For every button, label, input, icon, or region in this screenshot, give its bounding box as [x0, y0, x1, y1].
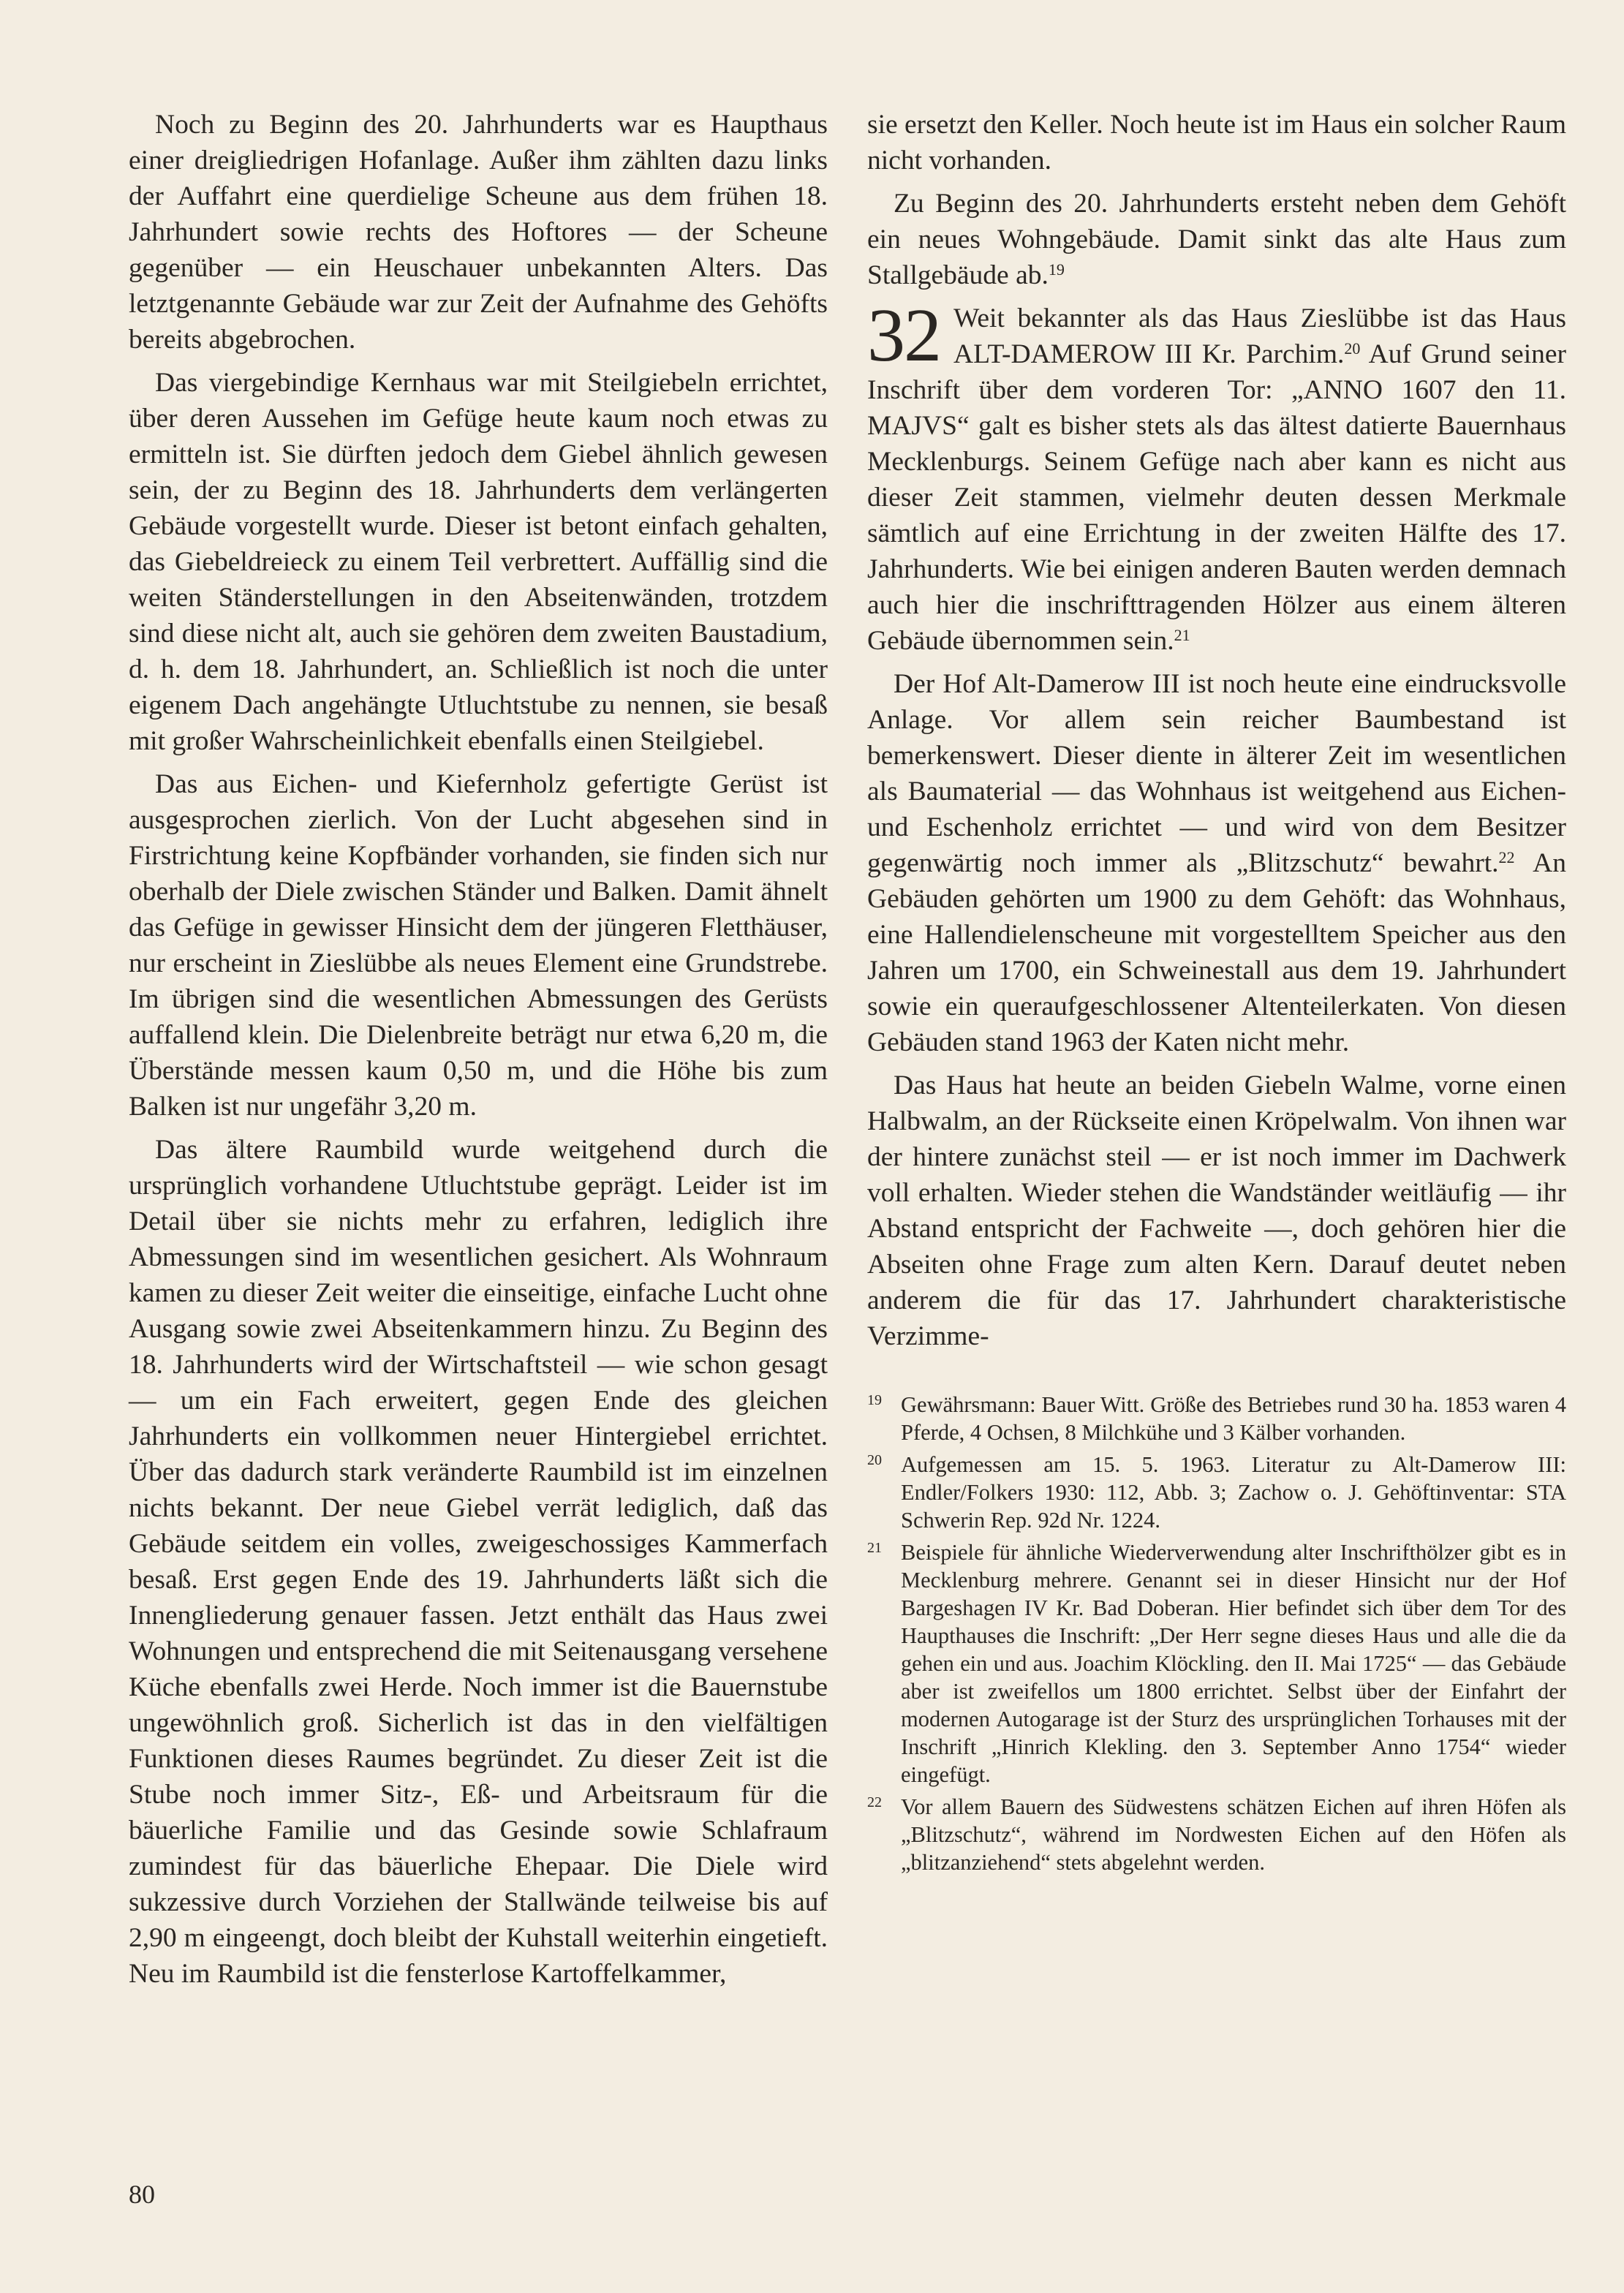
- paragraph-text: Zu Beginn des 20. Jahrhunderts ersteht neben dem Gehöft ein neues Wohngebäude. Damit sinkt das alte Haus zum Stallgebäude ab.: [867, 189, 1566, 290]
- paragraph: Das viergebindige Kernhaus war mit Steilgiebeln errichtet, über deren Aussehen im Gefüge heute kaum noch etwas zu ermitteln ist. Sie dürften jedoch dem Giebel ähnlich gewesen sein, der zu Beginn des 18. Jahrhunderts dem verlängerten Gebäude vorgestellt wurde. Dieser ist betont einfach gehalten, das Giebeldreieck zu einem Teil verbrettert. Auffällig sind die weiten Ständerstellungen in den Abseitenwänden, trotzdem sind diese nicht alt, auch sie gehören dem zweiten Baustadium, d. h. dem 18. Jahrhundert, an. Schließlich ist noch die unter eigenem Dach angehängte Utluchtstube zu nennen, sie besaß mit großer Wahrscheinlichkeit ebenfalls einen Steilgiebel.: [129, 368, 828, 756]
- footnote-ref[interactable]: 21: [1174, 626, 1190, 644]
- right-column: [867, 107, 1566, 1881]
- paragraph: Noch zu Beginn des 20. Jahrhunderts war es Haupthaus einer dreigliedrigen Hofanlage. Außer ihm zählten dazu links der Auffahrt eine querdielige Scheune aus dem frühen 18. Jahrhundert sowie rechts des Hoftores — der Scheune gegenüber — ein Heuschauer unbekannten Alters. Das letztgenannte Gebäude war zur Zeit der Aufnahme des Gehöfts bereits abgebrochen.: [129, 110, 828, 355]
- footnote: [867, 1391, 1566, 1446]
- footnote-text: Beispiele für ähnliche Wiederverwendung alter Inschrifthölzer gibt es in Mecklenburg mehrere. Genannt sei in dieser Hinsicht nur der Hof Bargeshagen IV Kr. Bad Doberan. Hier befindet sich über dem Tor des Haupthauses die Inschrift: „Der Herr segne dieses Haus und alle die da gehen ein und aus. Joachim Klöckling. den II. Mai 1725“ — das Gebäude aber ist zweifellos um 1800 errichtet. Selbst über der Einfahrt der modernen Autogarage ist der Sturz des ursprünglichen Torhauses mit der Inschrift „Hinrich Klekling. den 3. September Anno 1754“ wieder eingefügt.: [901, 1540, 1566, 1787]
- paragraph: [867, 666, 1566, 1060]
- page-number: 80: [129, 2180, 155, 2209]
- section-paragraph: [867, 293, 1567, 659]
- footnote-ref[interactable]: 22: [1498, 848, 1515, 866]
- footnote-number: 19: [867, 1392, 882, 1408]
- footnote-text: Gewährsmann: Bauer Witt. Größe des Betriebes rund 30 ha. 1853 waren 4 Pferde, 4 Ochsen, 8 Milchkühe und 3 Kälber vorhanden.: [901, 1392, 1566, 1445]
- footnote-text: Vor allem Bauern des Südwestens schätzen Eichen auf ihren Höfen als „Blitzschutz“, während im Nordwesten Eichen auf den Höfen als „blitzanziehend“ stets abgelehnt werden.: [901, 1794, 1566, 1875]
- footnote-text: Aufgemessen am 15. 5. 1963. Literatur zu Alt-Damerow III: Endler/Folkers 1930: 112, Abb. 3; Zachow o. J. Gehöftinventar: STA Schwerin Rep. 92d Nr. 1224.: [901, 1452, 1566, 1533]
- left-column: [129, 107, 828, 1992]
- paragraph-text: Weit bekannter als das Haus Zieslübbe ist das Haus ALT-DAMEROW III Kr. Parchim.: [953, 303, 1566, 369]
- footnotes: [867, 1391, 1566, 1876]
- paragraph-text: Auf Grund seiner Inschrift über dem vorderen Tor: „ANNO 1607 den 11. MAJVS“ galt es bisher stets als das ältest datierte Bauernhaus Mecklenburgs. Seinem Gefüge nach aber kann es nicht aus dieser Zeit stammen, vielmehr deuten dessen Merkmale sämtlich auf eine Errichtung in der zweiten Hälfte des 17. Jahrhunderts. Wie bei einigen anderen Bauten werden demnach auch hier die inschrifttragenden Hölzer aus einem älteren Gebäude übernommen sein.: [867, 339, 1567, 656]
- section-number: 32: [867, 293, 940, 377]
- footnote-number: 21: [867, 1540, 882, 1556]
- footnote: [867, 1451, 1566, 1534]
- footnote-ref[interactable]: 19: [1048, 260, 1065, 279]
- footnote: [867, 1793, 1566, 1876]
- footnote-ref[interactable]: 20: [1344, 339, 1361, 358]
- footnote-number: 20: [867, 1452, 882, 1468]
- footnote-number: 22: [867, 1794, 882, 1810]
- paragraph: Das Haus hat heute an beiden Giebeln Walme, vorne einen Halbwalm, an der Rückseite einen Kröpelwalm. Von ihnen war der hintere zunächst steil — er ist noch immer im Dachwerk voll erhalten. Wieder stehen die Wandständer weitläufig — ihr Abstand entspricht der Fachweite —, doch gehören hier die Abseiten ohne Frage zum alten Kern. Darauf deutet neben anderem die für das 17. Jahrhundert charakteristische Verzimme-: [867, 1070, 1566, 1351]
- paragraph: [867, 186, 1566, 293]
- footnote: [867, 1538, 1566, 1788]
- paragraph: Das ältere Raumbild wurde weitgehend durch die ursprünglich vorhandene Utluchtstube geprägt. Leider ist im Detail über sie nichts mehr zu erfahren, lediglich ihre Abmessungen sind im wesentlichen gesichert. Als Wohnraum kamen zu dieser Zeit weiter die einseitige, einfache Lucht ohne Ausgang sowie zwei Abseitenkammern hinzu. Zu Beginn des 18. Jahrhunderts wird der Wirtschaftsteil — wie schon gesagt — um ein Fach erweitert, gegen Ende des gleichen Jahrhunderts ein vollkommen neuer Hintergiebel errichtet. Über das dadurch stark veränderte Raumbild ist im einzelnen nichts bekannt. Der neue Giebel verrät lediglich, daß das Gebäude seitdem ein volles, zweigeschossiges Kammerfach besaß. Erst gegen Ende des 19. Jahrhunderts läßt sich die Innengliederung genauer fassen. Jetzt enthält das Haus zwei Wohnungen und entsprechend die mit Seitenausgang versehene Küche ebenfalls zwei Herde. Noch immer ist die Bauernstube ungewöhnlich groß. Sicherlich ist das in den vielfältigen Funktionen dieses Raumes begründet. Zu dieser Zeit ist die Stube noch immer Sitz-, Eß- und Arbeitsraum für die bäuerliche Familie und das Gesinde sowie Schlafraum zumindest für das bäuerliche Ehepaar. Die Diele wird sukzessive durch Vorziehen der Stallwände teilweise bis auf 2,90 m eingeengt, doch bleibt der Kuhstall weiterhin eingetieft. Neu im Raumbild ist die fensterlose Kartoffelkammer,: [129, 1135, 828, 1989]
- paragraph: Das aus Eichen- und Kiefernholz gefertigte Gerüst ist ausgesprochen zierlich. Von der Lucht abgesehen sind in Firstrichtung keine Kopfbänder vorhanden, sie finden sich nur oberhalb der Diele zwischen Ständer und Balken. Damit ähnelt das Gefüge in gewisser Hinsicht dem der jüngeren Fletthäuser, nur erscheint in Zieslübbe als neues Element eine Grundstrebe. Im übrigen sind die wesentlichen Abmessungen des Gerüsts auffallend klein. Die Dielenbreite beträgt nur etwa 6,20 m, die Überstände messen kaum 0,50 m, und die Höhe bis zum Balken ist nur ungefähr 3,20 m.: [129, 769, 828, 1122]
- paragraph-continuation: sie ersetzt den Keller. Noch heute ist im Haus ein solcher Raum nicht vorhanden.: [867, 110, 1566, 175]
- paragraph-text: An Gebäuden gehörten um 1900 zu dem Gehöft: das Wohnhaus, eine Hallendielenscheune mit vorgestelltem Speicher aus den Jahren um 1700, ein Schweinestall aus dem 19. Jahrhundert sowie ein queraufgeschlossener Altenteilerkaten. Von diesen Gebäuden stand 1963 der Katen nicht mehr.: [867, 848, 1566, 1057]
- paragraph-text: Der Hof Alt-Damerow III ist noch heute eine eindrucksvolle Anlage. Vor allem sein reicher Baumbestand ist bemerkenswert. Dieser diente in älterer Zeit im wesentlichen als Baumaterial — das Wohnhaus ist weitgehend aus Eichen- und Eschenholz errichtet — und wird von dem Besitzer gegenwärtig noch immer als „Blitzschutz“ bewahrt.: [867, 669, 1566, 878]
